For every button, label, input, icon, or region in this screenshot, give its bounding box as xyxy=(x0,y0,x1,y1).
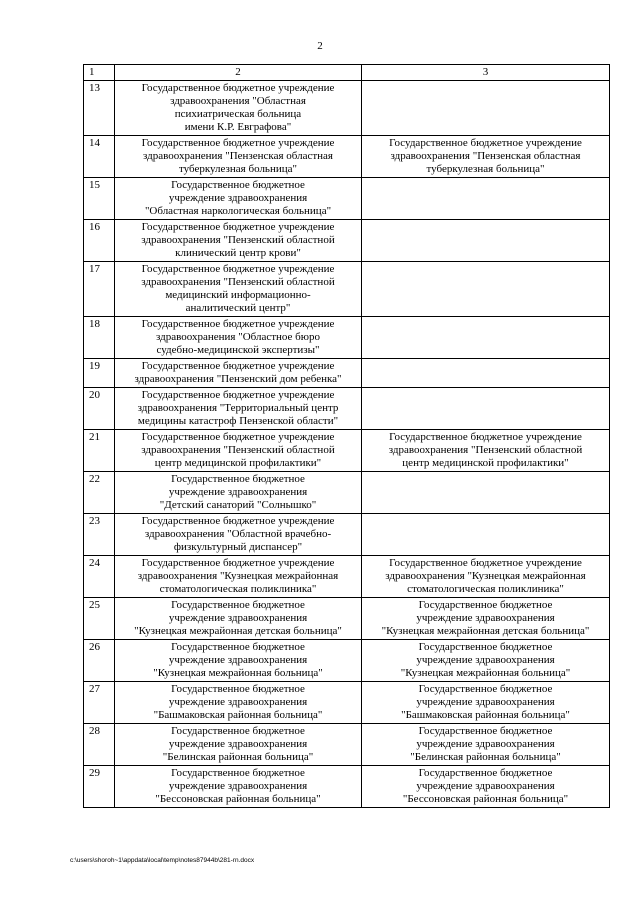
cell-text-line: здравоохранения "Пензенский областной xyxy=(141,234,335,246)
cell-text-line: аналитический центр" xyxy=(185,302,291,314)
cell-text-line: Государственное бюджетное xyxy=(171,767,305,779)
institution-name-cell xyxy=(115,514,362,556)
table-row xyxy=(84,317,610,359)
row-number: 29 xyxy=(84,766,115,808)
institutions-table xyxy=(83,64,610,808)
row-number: 27 xyxy=(84,682,115,724)
cell-text-line: здравоохранения "Пензенская областная xyxy=(390,150,581,162)
table-header-row xyxy=(84,65,610,81)
table-row xyxy=(84,724,610,766)
table-row xyxy=(84,682,610,724)
table-row xyxy=(84,262,610,317)
cell-text-line: учреждение здравоохранения xyxy=(168,738,308,750)
table-row xyxy=(84,81,610,136)
table-row xyxy=(84,598,610,640)
table-body xyxy=(84,81,610,808)
cell-text-line: Государственное бюджетное xyxy=(171,683,305,695)
cell-text-line: учреждение здравоохранения xyxy=(168,486,308,498)
cell-text-line: медицины катастроф Пензенской области" xyxy=(137,415,339,427)
cell-text-line: туберкулезная больница" xyxy=(426,163,545,175)
cell-text-line: здравоохранения "Пензенский областной xyxy=(141,276,335,288)
row-number: 21 xyxy=(84,430,115,472)
cell-text-line: "Белинская районная больница" xyxy=(410,751,561,763)
cell-text-line: здравоохранения "Кузнецкая межрайонная xyxy=(137,570,339,582)
institution-name-cell xyxy=(115,262,362,317)
cell-text-line: Государственное бюджетное учреждение xyxy=(141,137,335,149)
cell-text-line: здравоохранения "Пензенская областная xyxy=(143,150,333,162)
institution-name-cell xyxy=(115,81,362,136)
table-row xyxy=(84,220,610,262)
cell-text-line: Государственное бюджетное xyxy=(171,179,305,191)
row-number: 28 xyxy=(84,724,115,766)
row-number: 26 xyxy=(84,640,115,682)
institution-name-cell-col3 xyxy=(362,178,610,220)
cell-text-line: Государственное бюджетное учреждение xyxy=(141,318,335,330)
institution-name-cell-col3 xyxy=(362,262,610,317)
institution-name-cell xyxy=(115,317,362,359)
cell-text-line: Государственное бюджетное xyxy=(171,641,305,653)
row-number: 17 xyxy=(84,262,115,317)
cell-text-line: Государственное бюджетное xyxy=(418,767,553,779)
cell-text-line: Государственное бюджетное учреждение xyxy=(141,431,335,443)
cell-text-line: "Кузнецкая межрайонная детская больница" xyxy=(134,625,342,637)
cell-text-line: психиатрическая больница xyxy=(174,108,302,120)
institution-name-cell xyxy=(115,388,362,430)
row-number: 25 xyxy=(84,598,115,640)
cell-text-line: здравоохранения "Пензенский областной xyxy=(388,444,583,456)
cell-text-line: Государственное бюджетное учреждение xyxy=(141,360,335,372)
row-number: 20 xyxy=(84,388,115,430)
cell-text-line: здравоохранения "Областная xyxy=(170,95,306,107)
cell-text-line: учреждение здравоохранения xyxy=(416,612,555,624)
institution-name-cell-col3 xyxy=(362,136,610,178)
cell-text-line: учреждение здравоохранения xyxy=(168,612,308,624)
institution-name-cell-col3 xyxy=(362,81,610,136)
cell-text-line: Государственное бюджетное учреждение xyxy=(141,82,335,94)
institution-name-cell xyxy=(115,220,362,262)
institution-name-cell-col3 xyxy=(362,598,610,640)
footer-file-path: c:\users\shoroh~1\appdata\local\temp\notes87944b\281-rn.docx xyxy=(70,857,255,864)
institution-name-cell-col3 xyxy=(362,220,610,262)
institution-name-cell xyxy=(115,682,362,724)
cell-text-line: здравоохранения "Кузнецкая межрайонная xyxy=(385,570,586,582)
table-row xyxy=(84,359,610,388)
row-number: 23 xyxy=(84,514,115,556)
cell-text-line: Государственное бюджетное учреждение xyxy=(141,221,335,233)
cell-text-line: здравоохранения "Областной врачебно- xyxy=(144,528,332,540)
table-row xyxy=(84,514,610,556)
cell-text-line: медицинский информационно- xyxy=(165,289,311,301)
cell-text-line: Государственное бюджетное xyxy=(171,725,305,737)
cell-text-line: стоматологическая поликлиника" xyxy=(159,583,317,595)
institution-name-cell xyxy=(115,598,362,640)
row-number: 24 xyxy=(84,556,115,598)
institution-name-cell-col3 xyxy=(362,514,610,556)
cell-text-line: Государственное бюджетное учреждение xyxy=(389,557,582,569)
cell-text-line: "Бессоновская районная больница" xyxy=(155,793,321,805)
row-number: 22 xyxy=(84,472,115,514)
cell-text-line: Государственное бюджетное xyxy=(418,599,553,611)
cell-text-line: учреждение здравоохранения xyxy=(416,780,555,792)
institution-name-cell-col3 xyxy=(362,388,610,430)
table-row xyxy=(84,556,610,598)
table-row xyxy=(84,430,610,472)
institution-name-cell-col3 xyxy=(362,640,610,682)
page-number: 2 xyxy=(317,40,323,52)
row-number: 19 xyxy=(84,359,115,388)
table-row xyxy=(84,136,610,178)
cell-text-line: Государственное бюджетное учреждение xyxy=(389,137,582,149)
cell-text-line: клинический центр крови" xyxy=(175,247,301,259)
cell-text-line: "Башмаковская районная больница" xyxy=(153,709,323,721)
row-number: 15 xyxy=(84,178,115,220)
institution-name-cell xyxy=(115,136,362,178)
cell-text-line: "Белинская районная больница" xyxy=(162,751,314,763)
cell-text-line: стоматологическая поликлиника" xyxy=(407,583,564,595)
table-row xyxy=(84,388,610,430)
institution-name-cell-col3 xyxy=(362,430,610,472)
cell-text-line: учреждение здравоохранения xyxy=(416,654,555,666)
header-cell-3: 3 xyxy=(362,65,610,81)
cell-text-line: "Областная наркологическая больница" xyxy=(144,205,332,217)
cell-text-line: учреждение здравоохранения xyxy=(416,738,555,750)
cell-text-line: имени К.Р. Евграфова" xyxy=(184,121,292,133)
cell-text-line: учреждение здравоохранения xyxy=(168,654,308,666)
cell-text-line: судебно-медицинской экспертизы" xyxy=(156,344,320,356)
institution-name-cell xyxy=(115,724,362,766)
institution-name-cell-col3 xyxy=(362,359,610,388)
cell-text-line: физкультурный диспансер" xyxy=(173,541,303,553)
institution-name-cell xyxy=(115,640,362,682)
cell-text-line: Государственное бюджетное учреждение xyxy=(141,389,335,401)
institution-name-cell-col3 xyxy=(362,317,610,359)
cell-text-line: Государственное бюджетное xyxy=(418,641,553,653)
table-row xyxy=(84,640,610,682)
institution-name-cell-col3 xyxy=(362,556,610,598)
institution-name-cell xyxy=(115,359,362,388)
cell-text-line: здравоохранения "Областное бюро xyxy=(156,331,320,343)
cell-text-line: Государственное бюджетное учреждение xyxy=(141,557,335,569)
cell-text-line: учреждение здравоохранения xyxy=(416,696,555,708)
cell-text-line: учреждение здравоохранения xyxy=(168,780,308,792)
row-number: 16 xyxy=(84,220,115,262)
row-number: 18 xyxy=(84,317,115,359)
cell-text-line: Государственное бюджетное xyxy=(171,599,305,611)
cell-text-line: "Кузнецкая межрайонная детская больница" xyxy=(381,625,590,637)
cell-text-line: здравоохранения "Пензенский дом ребенка" xyxy=(134,373,342,385)
cell-text-line: здравоохранения "Территориальный центр xyxy=(137,402,339,414)
header-cell-2: 2 xyxy=(115,65,362,81)
institution-name-cell xyxy=(115,766,362,808)
institution-name-cell-col3 xyxy=(362,724,610,766)
cell-text-line: Государственное бюджетное xyxy=(418,683,553,695)
row-number: 14 xyxy=(84,136,115,178)
institution-name-cell-col3 xyxy=(362,682,610,724)
cell-text-line: Государственное бюджетное учреждение xyxy=(141,515,335,527)
row-number: 13 xyxy=(84,81,115,136)
institution-name-cell-col3 xyxy=(362,766,610,808)
cell-text-line: здравоохранения "Пензенский областной xyxy=(141,444,335,456)
cell-text-line: учреждение здравоохранения xyxy=(168,192,308,204)
cell-text-line: Государственное бюджетное учреждение xyxy=(141,263,335,275)
cell-text-line: Государственное бюджетное xyxy=(418,725,553,737)
cell-text-line: Государственное бюджетное xyxy=(171,473,305,485)
institution-name-cell xyxy=(115,178,362,220)
institution-name-cell xyxy=(115,556,362,598)
cell-text-line: "Кузнецкая межрайонная больница" xyxy=(153,667,323,679)
institution-name-cell-col3 xyxy=(362,472,610,514)
table-row xyxy=(84,472,610,514)
institution-name-cell xyxy=(115,472,362,514)
table-row xyxy=(84,178,610,220)
cell-text-line: "Кузнецкая межрайонная больница" xyxy=(400,667,571,679)
institution-name-cell xyxy=(115,430,362,472)
cell-text-line: Государственное бюджетное учреждение xyxy=(389,431,582,443)
cell-text-line: туберкулезная больница" xyxy=(179,163,297,175)
cell-text-line: центр медицинской профилактики" xyxy=(154,457,322,469)
cell-text-line: "Детский санаторий "Солнышко" xyxy=(159,499,317,511)
table-row xyxy=(84,766,610,808)
cell-text-line: центр медицинской профилактики" xyxy=(402,457,569,469)
header-cell-1: 1 xyxy=(84,65,115,81)
cell-text-line: "Башмаковская районная больница" xyxy=(401,709,570,721)
cell-text-line: учреждение здравоохранения xyxy=(168,696,308,708)
cell-text-line: "Бессоновская районная больница" xyxy=(402,793,569,805)
